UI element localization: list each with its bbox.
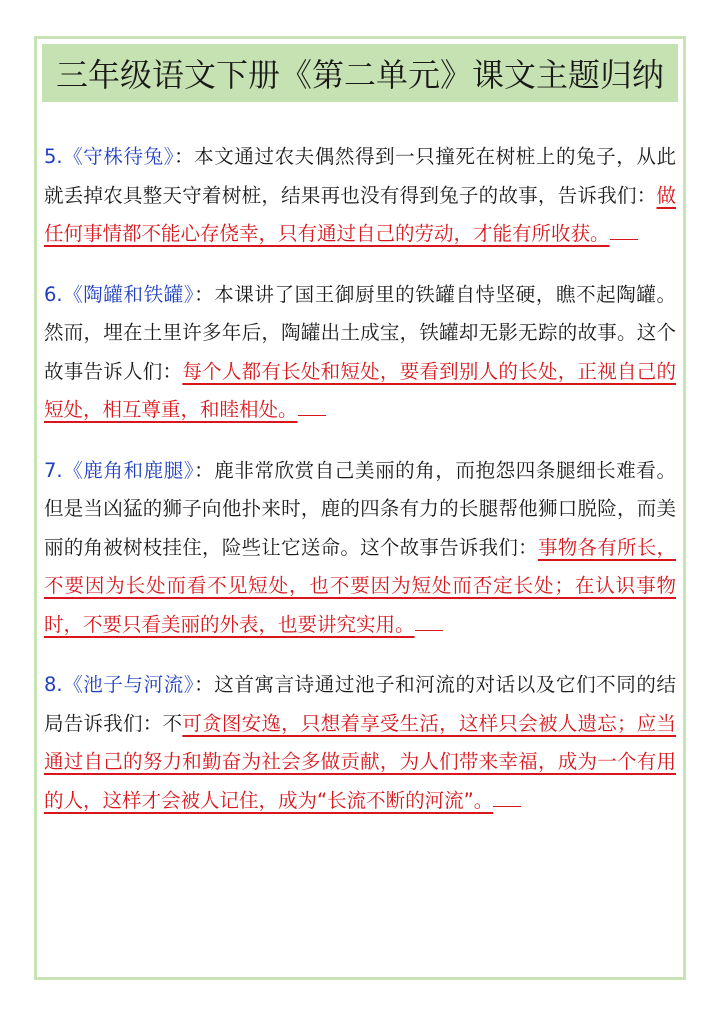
section-body: ：本课讲了国王御厨里的铁罐自恃坚硬，瞧不起陶罐。然而，埋在土里许多年后，陶罐出土成宝，铁罐却无影无踪的故事。这个故事告诉人们： (44, 282, 676, 383)
section-6 (44, 276, 676, 430)
lesson-title: 《池子与河流》 (62, 673, 195, 696)
page-title: 三年级语文下册《第二单元》课文主题归纳 (55, 56, 664, 94)
section-number: 8. (44, 673, 63, 696)
lesson-title: 《鹿角和鹿腿》 (62, 458, 195, 482)
title-banner (42, 44, 678, 102)
lesson-moral: 可贪图安逸，只想着享受生活，这样只会被人遗忘；应当通过自己的努力和勤奋为社会多做贡献，为人们带来幸福，成为一个有用的人，这样才会被人记住，成为“长流不断的河流”。 (44, 711, 676, 812)
lesson-moral: 做任何事情都不能心存侥幸，只有通过自己的劳动，才能有所收获。 (44, 183, 676, 245)
underline-tail (610, 238, 638, 240)
section-body: ：本文通过农夫偶然得到一只撞死在树桩上的兔子，从此就丢掉农具整天守着树桩，结果再也没有得到兔子的故事，告诉我们： (44, 145, 676, 207)
lesson-moral: 每个人都有长处和短处，要看到别人的长处，正视自己的短处，相互尊重，和睦相处。 (44, 359, 676, 421)
underline-tail (298, 414, 326, 416)
content-area (44, 138, 676, 842)
lesson-moral: 事物各有所长，不要因为长处而看不见短处，也不要因为短处而否定长处；在认识事物时，不要只看美丽的外表，也要讲究实用。 (44, 535, 676, 636)
section-number: 5. (44, 145, 63, 168)
section-8 (44, 666, 676, 820)
section-number: 7. (44, 458, 63, 482)
section-7 (44, 452, 676, 645)
lesson-title: 《守株待兔》 (62, 145, 175, 168)
underline-tail (415, 629, 443, 631)
section-5 (44, 138, 676, 254)
section-body: ：这首寓言诗通过池子和河流的对话以及它们不同的结局告诉我们：不 (44, 673, 676, 735)
lesson-title: 《陶罐和铁罐》 (62, 282, 195, 306)
underline-tail (493, 805, 521, 807)
section-number: 6. (44, 282, 63, 306)
section-body: ：鹿非常欣赏自己美丽的角，而抱怨四条腿细长难看。但是当凶猛的狮子向他扑来时，鹿的四条有力的长腿帮他狮口脱险，而美丽的角被树枝挂住，险些让它送命。这个故事告诉我们： (44, 458, 676, 559)
